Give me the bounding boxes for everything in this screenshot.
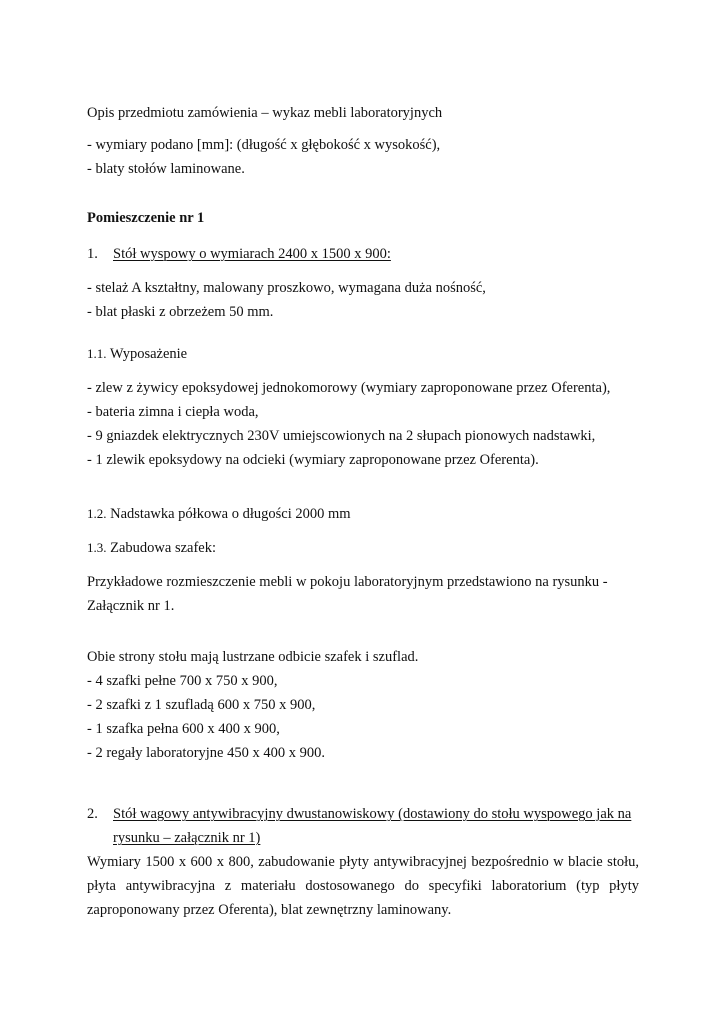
item2-number: 2. (87, 806, 98, 822)
item1-number: 1. (87, 246, 98, 262)
item1-heading (87, 245, 391, 263)
room-heading: Pomieszczenie nr 1 (87, 210, 205, 226)
section-1-2-title: Nadstawka półkowa o długości 2000 mm (110, 506, 351, 522)
item1-title: Stół wyspowy o wymiarach 2400 x 1500 x 900: (113, 246, 391, 262)
section-1-1-number: 1.1. (87, 346, 107, 361)
item2-title-line2: rysunku – załącznik nr 1) (113, 830, 261, 846)
section-1-2-heading (87, 505, 351, 523)
equipment-item: - bateria zimna i ciepła woda, (87, 404, 259, 420)
item1-spec: - blat płaski z obrzeżem 50 mm. (87, 304, 274, 320)
item1-spec: - stelaż A kształtny, malowany proszkowo, wymagana duża nośność, (87, 280, 486, 296)
section-1-1-heading (87, 345, 187, 363)
equipment-item: - 1 zlewik epoksydowy na odcieki (wymiary zaproponowane przez Oferenta). (87, 452, 539, 468)
cabinet-item: - 2 regały laboratoryjne 450 x 400 x 900. (87, 745, 325, 761)
intro-line: - wymiary podano [mm]: (długość x głębokość x wysokość), (87, 137, 441, 153)
document-title: Opis przedmiotu zamówienia – wykaz mebli laboratoryjnych (87, 105, 443, 121)
item2-heading-line1 (87, 805, 631, 823)
layout-paragraph-line: Przykładowe rozmieszczenie mebli w pokoju laboratoryjnym przedstawiono na rysunku - (87, 574, 608, 590)
cabinet-item: - 1 szafka pełna 600 x 400 x 900, (87, 721, 280, 737)
mirror-note: Obie strony stołu mają lustrzane odbicie szafek i szuflad. (87, 649, 419, 665)
cabinet-item: - 4 szafki pełne 700 x 750 x 900, (87, 673, 278, 689)
equipment-item: - 9 gniazdek elektrycznych 230V umiejscowionych na 2 słupach pionowych nadstawki, (87, 428, 596, 444)
item2-description: Wymiary 1500 x 600 x 800, zabudowanie płyty antywibracyjnej bezpośrednio w blacie stołu, płyta antywibracyjna z materiału dostosowanego do specyfiki laboratorium (typ płyty zaproponowany przez Oferenta), blat zewnętrzny laminowany. (87, 854, 639, 918)
intro-line: - blaty stołów laminowane. (87, 161, 245, 177)
layout-paragraph-line: Załącznik nr 1. (87, 598, 175, 614)
section-1-2-number: 1.2. (87, 506, 107, 521)
section-1-3-number: 1.3. (87, 540, 107, 555)
equipment-item: - zlew z żywicy epoksydowej jednokomorowy (wymiary zaproponowane przez Oferenta), (87, 380, 611, 396)
cabinet-item: - 2 szafki z 1 szufladą 600 x 750 x 900, (87, 697, 316, 713)
section-1-3-title: Zabudowa szafek: (110, 540, 217, 556)
item2-title-line1: Stół wagowy antywibracyjny dwustanowiskowy (dostawiony do stołu wyspowego jak na (113, 806, 632, 822)
section-1-1-title: Wyposażenie (109, 346, 188, 362)
section-1-3-heading (87, 539, 216, 557)
